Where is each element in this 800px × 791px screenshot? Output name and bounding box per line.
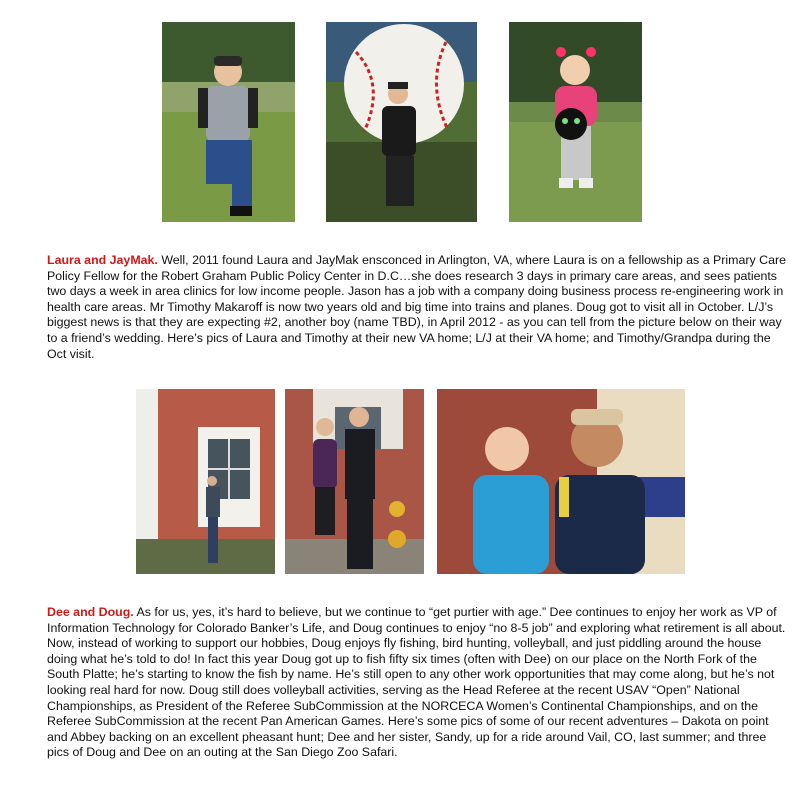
boy-kneeling-photo — [162, 22, 295, 222]
laura-and-timothy-at-home-photo — [136, 389, 275, 574]
laura-jaymak-paragraph — [47, 253, 787, 362]
dee-doug-body: As for us, yes, it’s hard to believe, but we continue to “get purtier with age.” Dee continues to enjoy her work as VP of Information Technology for Colorado Banker’s Life, and Doug continues to enjoy “no 8-5 job” and exploring what retirement is all about. Now, instead of working to support our hobbies, Doug enjoys fly fishing, bird hunting, volleyball, and just piddling around the house doing what he’s told to do! In fact this year Doug got up to fish fifty six times (often with Dee) on our place on the North Fork of the South Platte; he’s starting to know the fish by name. He’s still open to any other work opportunities that may come along, but he’s not looking real hard for now. Doug still does volleyball activities, serving as the Head Referee at the recent USAV “Open” National Championships, as President of the Referee SubCommission at the NORCECA Women’s Continental Championships, and on the Referee SubCommission at the recent Pan American Games. Here’s some pics of some of our recent adventures – Dakota on point and Abbey backing on an excellent pheasant hunt; Dee and her sister, Sandy, up for a ride around Vail, CO, last summer; and three pics of Doug and Dee on an outing at the San Diego Zoo Safari. — [47, 605, 786, 760]
laura-jaymak-heading: Laura and JayMak. — [47, 253, 158, 267]
girl-with-cat-bag-photo — [509, 22, 642, 222]
laura-and-jaymak-at-va-home-photo — [285, 389, 424, 574]
dee-doug-paragraph — [47, 605, 787, 761]
timothy-and-grandpa-photo — [437, 389, 685, 574]
laura-jaymak-body: Well, 2011 found Laura and JayMak ensconced in Arlington, VA, where Laura is on a fellowship as a Primary Care Policy Fellow for the Robert Graham Public Policy Center in D.C…she does research 3 days in primary care areas, and sees patients two days a week in area clinics for low income people. Jason has a job with a company doing business process re-engineering work in health care areas. Mr Timothy Makaroff is now two years old and big time into trains and planes. Doug got to visit all in October. L/J’s biggest news is that they are expecting #2, another boy (name TBD), in April 2012 - as you can tell from the picture below on their way to a friend’s wedding. Here’s pics of Laura and Timothy at their new VA home; L/J at their VA home; and Timothy/Grandpa during the Oct visit. — [47, 253, 787, 361]
dee-doug-heading: Dee and Doug. — [47, 605, 134, 619]
boy-with-giant-baseball-photo — [326, 22, 477, 222]
